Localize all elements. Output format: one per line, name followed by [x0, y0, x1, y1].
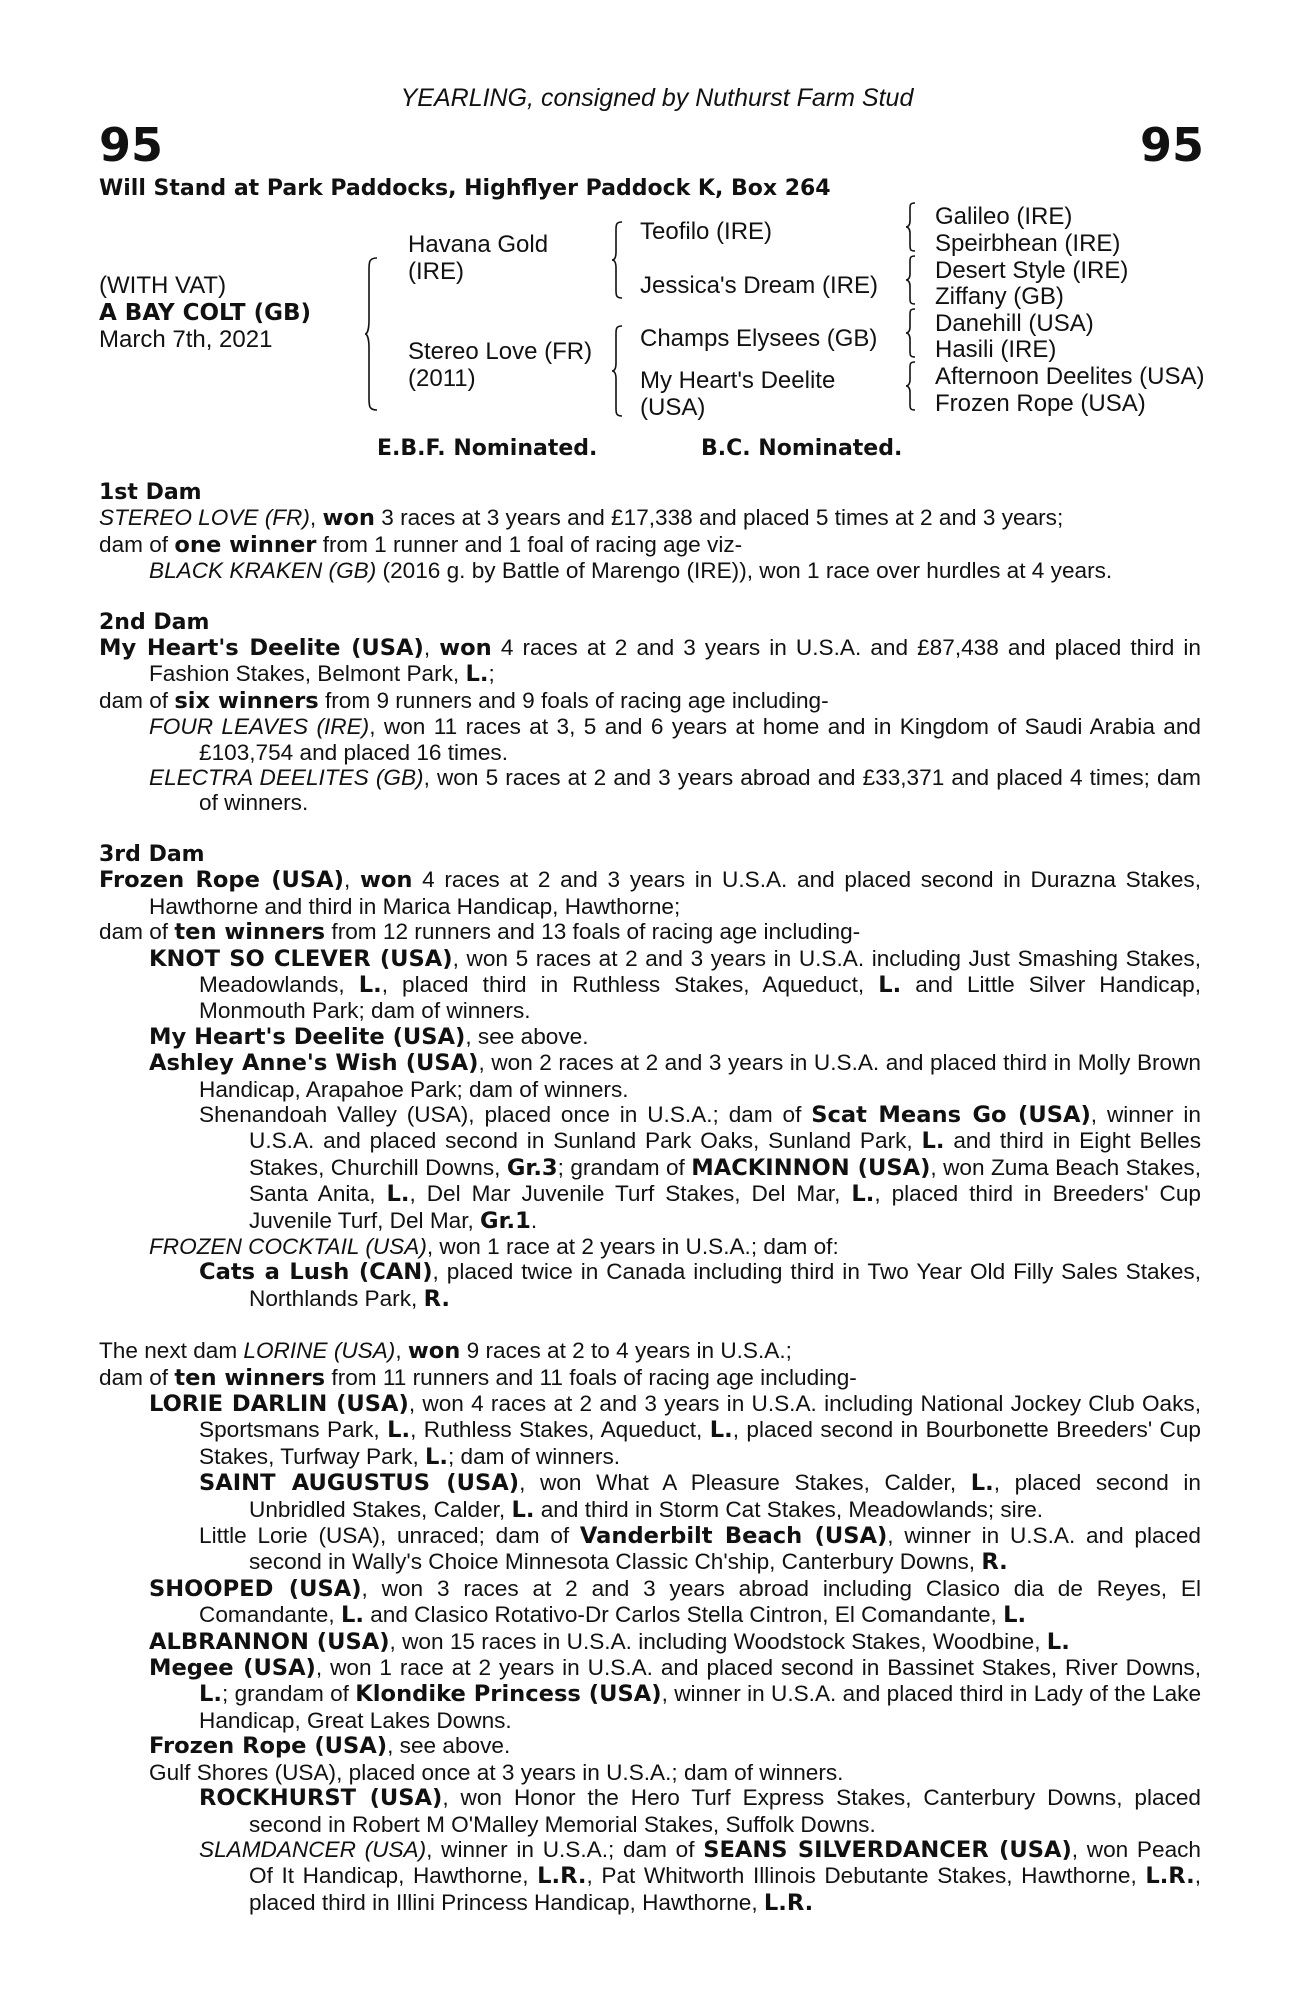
- pedigree-entry: dam of six winners from 9 runners and 9 foals of racing age including-: [99, 687, 829, 714]
- gg-3: Desert Style (IRE): [935, 257, 1129, 284]
- pedigree-bracket-sire: [612, 222, 628, 298]
- pedigree-entry: My Heart's Deelite (USA), won 4 races at 2 and 3 years in U.S.A. and £87,438 and placed third in Fashion Stakes, Belmont Park, L.;: [99, 635, 1202, 688]
- pedigree-entry: Frozen Rope (USA), won 4 races at 2 and 3 years in U.S.A. and placed second in Durazna Stakes, Hawthorne and third in Marica Handicap, Hawthorne;: [99, 867, 1201, 919]
- gg-8: Frozen Rope (USA): [935, 390, 1146, 417]
- pedigree-entry: dam of ten winners from 12 runners and 13 foals of racing age including-: [99, 919, 861, 946]
- stand-location: Will Stand at Park Paddocks, Highflyer Paddock K, Box 264: [99, 176, 831, 201]
- dam-name: Stereo Love (FR) (2011): [408, 338, 593, 392]
- pedigree-entry: LORIE DARLIN (USA), won 4 races at 2 and 3 years in U.S.A. including National Jockey Club Oaks, Sportsmans Park, L., Ruthless Stakes, Aqueduct, L., placed second in Bourbonette Breeders' Cup Stakes, Turfway Park, L.; dam of winners.: [149, 1391, 1201, 1470]
- section-heading: 2nd Dam: [99, 609, 210, 635]
- pedigree-entry: The next dam LORINE (USA), won 9 races at 2 to 4 years in U.S.A.;: [99, 1338, 792, 1365]
- pedigree-entry: SLAMDANCER (USA), winner in U.S.A.; dam of SEANS SILVERDANCER (USA), won Peach Of It Handicap, Hawthorne, L.R., Pat Whitworth Illinois Debutante Stakes, Hawthorne, L.R., placed third in Illini Princess Handicap, Hawthorne, L.R.: [199, 1836, 1201, 1916]
- pedigree-entry: Ashley Anne's Wish (USA), won 2 races at 2 and 3 years in U.S.A. and placed third in Molly Brown Handicap, Arapahoe Park; dam of winners.: [149, 1050, 1201, 1102]
- pedigree-entry: STEREO LOVE (FR), won 3 races at 3 years and £17,338 and placed 5 times at 2 and 3 years;: [99, 505, 1064, 532]
- pedigree-entry: FROZEN COCKTAIL (USA), won 1 race at 2 years in U.S.A.; dam of:: [149, 1233, 839, 1259]
- pedigree-entry: BLACK KRAKEN (GB) (2016 g. by Battle of Marengo (IRE)), won 1 race over hurdles at 4 years.: [149, 558, 1113, 584]
- pedigree-entry: dam of one winner from 1 runner and 1 foal of racing age viz-: [99, 531, 743, 558]
- sire-name: Havana Gold (IRE): [408, 231, 549, 285]
- sire-dam: Jessica's Dream (IRE): [640, 272, 878, 299]
- section-spacer: [99, 816, 1201, 842]
- pedigree-bracket-champs-elysees: [906, 309, 920, 357]
- gg-4: Ziffany (GB): [935, 283, 1064, 310]
- bc-nomination: B.C. Nominated.: [701, 436, 903, 461]
- horse-name: A BAY COLT (GB): [99, 300, 312, 326]
- pedigree-bracket-jessicas-dream: [906, 256, 920, 304]
- dam-dam: My Heart's Deelite (USA): [640, 367, 836, 421]
- pedigree-entry: SHOOPED (USA), won 3 races at 2 and 3 years abroad including Clasico dia de Reyes, El Comandante, L. and Clasico Rotativo-Dr Carlos Stella Cintron, El Comandante, L.: [149, 1575, 1201, 1629]
- dam-sire: Champs Elysees (GB): [640, 325, 878, 352]
- section-spacer: [99, 584, 1201, 610]
- pedigree-entry: My Heart's Deelite (USA), see above.: [149, 1023, 589, 1050]
- gg-1: Galileo (IRE): [935, 203, 1073, 230]
- gg-6: Hasili (IRE): [935, 336, 1057, 363]
- pedigree-entry: ALBRANNON (USA), won 15 races in U.S.A. including Woodstock Stakes, Woodbine, L.: [149, 1628, 1070, 1655]
- section-heading: 3rd Dam: [99, 841, 205, 867]
- sire-sire: Teofilo (IRE): [640, 218, 773, 245]
- gg-5: Danehill (USA): [935, 310, 1094, 337]
- pedigree-entry: FOUR LEAVES (IRE), won 11 races at 3, 5 and 6 years at home and in Kingdom of Saudi Arabia and £103,754 and placed 16 times.: [149, 714, 1201, 765]
- pedigree-entry: ELECTRA DEELITES (GB), won 5 races at 2 and 3 years abroad and £33,371 and placed 4 times; dam of winners.: [149, 765, 1201, 816]
- pedigree-entry: Gulf Shores (USA), placed once at 3 years in U.S.A.; dam of winners.: [149, 1759, 844, 1785]
- pedigree-bracket-dam: [612, 326, 628, 416]
- catalogue-body: [99, 480, 1201, 1916]
- lot-number-right: 95: [1139, 118, 1204, 172]
- pedigree-entry: ROCKHURST (USA), won Honor the Hero Turf Express Stakes, Canterbury Downs, placed second in Robert M O'Malley Memorial Stakes, Suffolk Downs.: [199, 1785, 1202, 1837]
- pedigree-entry: KNOT SO CLEVER (USA), won 5 races at 2 and 3 years in U.S.A. including Just Smashing Stakes, Meadowlands, L., placed third in Ruthless Stakes, Aqueduct, L. and Little Silver Handicap, Monmouth Park; dam of winners.: [149, 945, 1202, 1024]
- section-spacer: [99, 1312, 1201, 1338]
- foaling-date: March 7th, 2021: [99, 326, 273, 353]
- pedigree-entry: Frozen Rope (USA), see above.: [149, 1733, 511, 1760]
- gg-7: Afternoon Deelites (USA): [935, 363, 1205, 390]
- pedigree-entry: dam of ten winners from 11 runners and 11 foals of racing age including-: [99, 1364, 857, 1391]
- section-heading: 1st Dam: [99, 480, 202, 505]
- ebf-nomination: E.B.F. Nominated.: [377, 436, 598, 461]
- pedigree-entry: SAINT AUGUSTUS (USA), won What A Pleasure Stakes, Calder, L., placed second in Unbridled Stakes, Calder, L. and third in Storm Cat Stakes, Meadowlands; sire.: [199, 1470, 1201, 1523]
- consignment-subtitle: YEARLING, consigned by Nuthurst Farm Stud: [400, 84, 914, 112]
- lot-number-left: 95: [99, 118, 164, 172]
- vat-note: (WITH VAT): [99, 272, 227, 299]
- pedigree-bracket-my-hearts-deelite: [906, 362, 920, 410]
- pedigree-entry: Cats a Lush (CAN), placed twice in Canada including third in Two Year Old Filly Sales Stakes, Northlands Park, R.: [199, 1259, 1201, 1312]
- pedigree-entry: Megee (USA), won 1 race at 2 years in U.S.A. and placed second in Bassinet Stakes, River Downs, L.; grandam of Klondike Princess (USA), winner in U.S.A. and placed third in Lady of the Lake Handicap, Great Lakes Downs.: [149, 1655, 1202, 1733]
- pedigree-entry: Shenandoah Valley (USA), placed once in U.S.A.; dam of Scat Means Go (USA), winner in U.S.A. and placed second in Sunland Park Oaks, Sunland Park, L. and third in Eight Belles Stakes, Churchill Downs, Gr.3; grandam of MACKINNON (USA), won Zuma Beach Stakes, Santa Anita, L., Del Mar Juvenile Turf Stakes, Del Mar, L., placed third in Breeders' Cup Juvenile Turf, Del Mar, Gr.1.: [199, 1101, 1202, 1234]
- pedigree-bracket-teofilo: [906, 203, 920, 251]
- pedigree-entry: Little Lorie (USA), unraced; dam of Vanderbilt Beach (USA), winner in U.S.A. and placed second in Wally's Choice Minnesota Classic Ch'ship, Canterbury Downs, R.: [199, 1523, 1201, 1576]
- gg-2: Speirbhean (IRE): [935, 230, 1121, 257]
- pedigree-bracket-main: [365, 258, 385, 410]
